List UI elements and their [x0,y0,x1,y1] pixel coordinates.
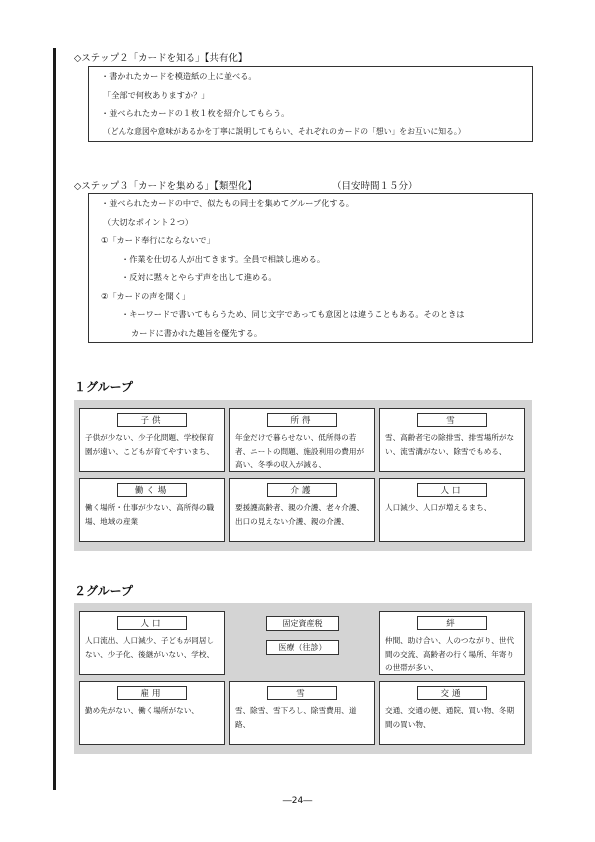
group2-card-transport [379,681,525,745]
card-label: 雪 [417,413,487,427]
step2-box [88,66,533,142]
group1-panel [74,400,532,551]
group2-card-population [79,611,225,675]
card-text: 人口減少、人口が増えるまち、 [385,503,492,512]
group2-card-employment [79,681,225,745]
step3-heading [74,181,418,193]
step2-line-2: 「全部で何枚ありますか？」 [103,89,210,100]
card-label: 絆 [417,616,487,630]
step2-heading [74,53,247,65]
step3-line-8: カードに書かれた趣旨を優先する。 [131,327,263,338]
card-text: 人口流出、人口減少、子どもが同居しない、少子化、後継がいない、学校、 [85,636,215,659]
card-label: 人口 [117,616,187,630]
card-label: 子供 [117,413,187,427]
step2-line-3: ・並べられたカードの１枚１枚を紹介してもらう。 [101,108,290,118]
card-label: 交通 [417,686,487,700]
page-number: ―24― [282,796,313,806]
group2-title: ２グループ [74,584,134,598]
card-text: 勤め先がない、働く場所がない、 [85,706,199,715]
step3-line-7: ・キーワードで書いてもらうため、同じ文字であっても意図とは違うこともある。そのときは [121,309,465,319]
card-label: 雪 [267,686,337,700]
card-text: 雪、高齢者宅の除排雪、排雪場所がない、流雪溝がない、除雪でもめる、 [385,433,515,456]
tag-medical: 医療（往診） [266,640,339,655]
card-text: 交通、交通の便、通院、買い物、冬期間の買い物、 [385,706,515,729]
step2-line-4: （どんな意図や意味があるかを丁寧に説明してもらい、それぞれのカードの「想い」をお互いに知る。） [103,126,466,136]
card-label: 人口 [417,483,487,497]
step3-line-5: ・反対に黙々とやらず声を出して進める。 [121,272,277,282]
group1-card-snow [379,408,525,472]
card-label: 所得 [267,413,337,427]
step2-line-1: ・書かれたカードを模造紙の上に並べる。 [101,71,257,81]
step3-line-3: ①「カード奉行にならないで」 [101,235,215,245]
card-text: 要援護高齢者、親の介護、老々介護、出口の見えない介護、親の介護、 [235,503,365,526]
group1-card-children [79,408,225,472]
left-margin-bar [53,48,56,790]
group1-title: １グループ [74,380,134,394]
step3-line-4: ・作業を仕切る人が出てきます。全員で相談し進める。 [121,253,326,264]
card-text: 年金だけで暮らせない、低所得の若者、ニートの問題、施設利用の費用が高い、冬季の収入が減る、 [235,433,365,469]
group1-card-care [229,478,375,542]
step3-time: （目安時間１５分） [332,181,418,192]
card-label: 介護 [267,483,337,497]
step3-line-2: （大切なポイント２つ） [103,216,194,227]
group2-card-bond [379,611,525,675]
card-text: 仲間、助け合い、人のつながり、世代間の交流、高齢者の行く場所、年寄りの世帯が多い、 [385,636,515,672]
group2-card-snow [229,681,375,745]
step3-line-6: ②「カードの声を聞く」 [101,290,191,301]
group1-card-income [229,408,375,472]
step3-box [88,193,533,343]
group1-card-workplace [79,478,225,542]
card-text: 雪、除雪、雪下ろし、除雪費用、道路、 [235,706,357,729]
group2-panel [74,603,532,754]
group1-card-population [379,478,525,542]
card-label: 働く場 [117,483,187,497]
step3-line-1: ・並べられたカードの中で、似たもの同士を集めてグループ化する。 [101,198,354,208]
card-text: 子供が少ない、少子化問題、学校保育園が遠い、こどもが育てやすいまち、 [85,433,215,456]
tag-property-tax: 固定資産税 [266,616,339,631]
step3-title: ◇ステップ３「カードを集める」【類型化】 [74,181,257,192]
card-text: 働く場所・仕事が少ない、高所得の職場、地域の産業 [85,503,215,526]
card-label: 雇用 [117,686,187,700]
step2-title: ◇ステップ２「カードを知る」【共有化】 [74,53,248,64]
